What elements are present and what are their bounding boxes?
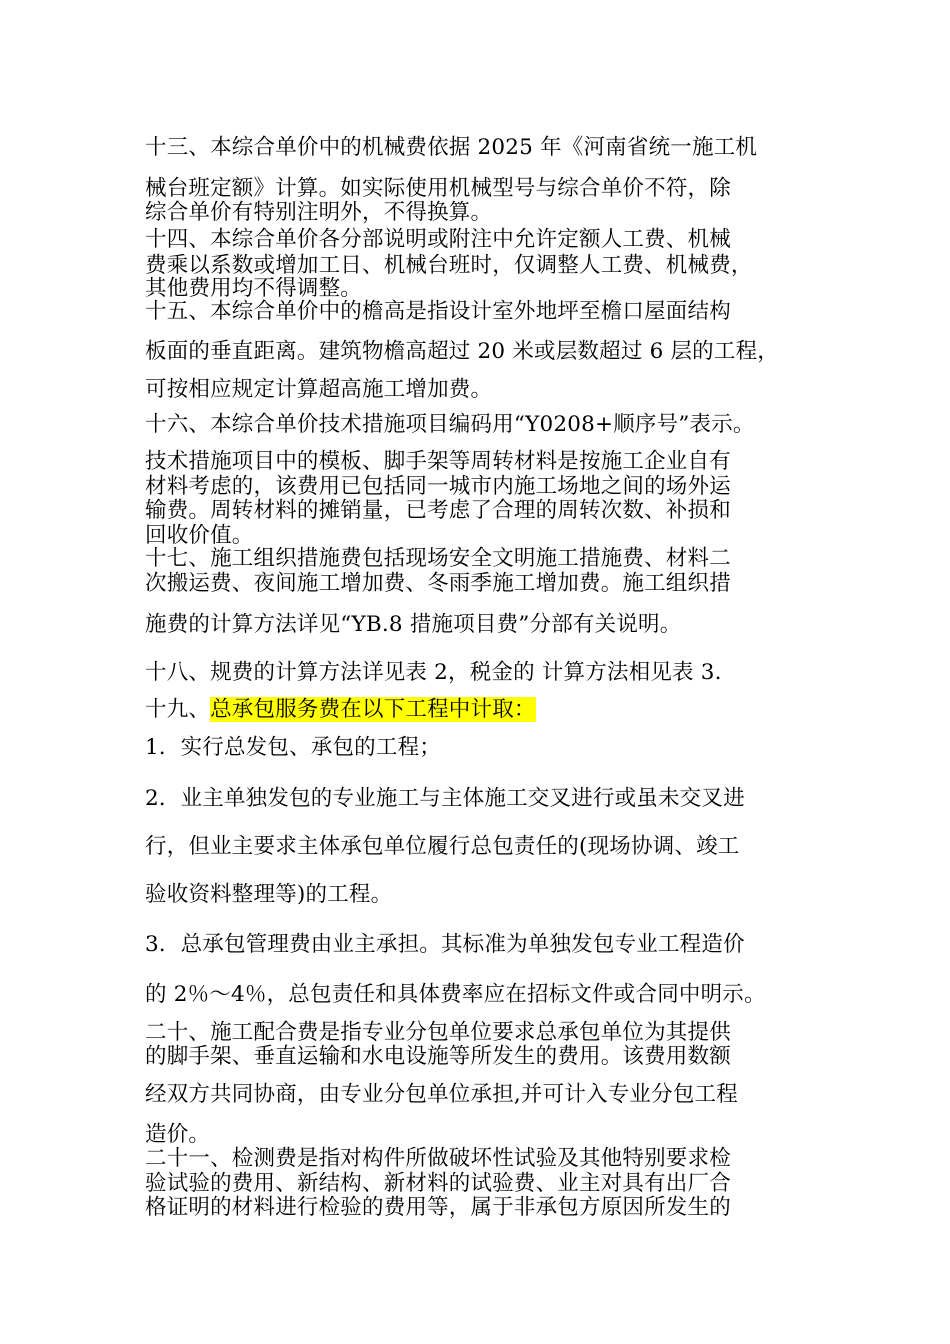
section-prefix: 十九、 <box>145 697 211 722</box>
highlighted-line <box>145 697 536 723</box>
text-line: 的脚手架、垂直运输和水电设施等所发生的费用。该费用数额 <box>145 1044 731 1069</box>
text-line: 行，但业主要求主体承包单位履行总包责任的(现场协调、竣工 <box>145 834 740 859</box>
text-line: 十七、施工组织措施费包括现场安全文明施工措施费、材料二 <box>145 546 731 571</box>
text-line: 经双方共同协商，由专业分包单位承担,并可计入专业分包工程 <box>145 1082 738 1107</box>
text-line: 综合单价有特别注明外，不得换算。 <box>145 200 493 225</box>
highlighted-text: 总承包服务费在以下工程中计取： <box>210 697 536 722</box>
text-line: 验试验的费用、新结构、新材料的试验费、业主对具有出厂合 <box>145 1171 731 1196</box>
text-line: 十五、本综合单价中的檐高是指设计室外地坪至檐口屋面结构 <box>145 299 731 324</box>
text-line: 格证明的材料进行检验的费用等，属于非承包方原因所发生的 <box>145 1195 731 1220</box>
text-line: 回收价值。 <box>145 523 254 548</box>
text-line: 二十、施工配合费是指专业分包单位要求总承包单位为其提供 <box>145 1020 731 1045</box>
text-line: 施费的计算方法详见“YB.8 措施项目费”分部有关说明。 <box>145 612 682 637</box>
text-line: 材料考虑的，该费用已包括同一城市内施工场地之间的场外运 <box>145 474 731 499</box>
text-line: 1．实行总发包、承包的工程； <box>145 735 441 760</box>
text-line: 费乘以系数或增加工日、机械台班时，仅调整人工费、机械费， <box>145 253 753 278</box>
text-line: 技术措施项目中的模板、脚手架等周转材料是按施工企业自有 <box>145 449 731 474</box>
text-line: 十六、本综合单价技术措施项目编码用“Y0208+顺序号”表示。 <box>145 412 755 437</box>
text-line: 十八、规费的计算方法详见表 2，税金的 计算方法相见表 3. <box>145 660 722 685</box>
text-line: 次搬运费、夜间施工增加费、冬雨季施工增加费。施工组织措 <box>145 571 731 596</box>
text-line: 二十一、检测费是指对构件所做破坏性试验及其他特别要求检 <box>145 1146 731 1171</box>
text-line: 3．总承包管理费由业主承担。其标准为单独发包专业工程造价 <box>145 932 745 957</box>
text-line: 可按相应规定计算超高施工增加费。 <box>145 377 493 402</box>
text-line: 造价。 <box>145 1122 211 1147</box>
text-line: 十四、本综合单价各分部说明或附注中允许定额人工费、机械 <box>145 227 731 252</box>
text-line: 十三、本综合单价中的机械费依据 2025 年《河南省统一施工机 <box>145 135 758 160</box>
text-line: 2．业主单独发包的专业施工与主体施工交叉进行或虽未交叉进 <box>145 786 745 811</box>
text-line: 械台班定额》计算。如实际使用机械型号与综合单价不符，除 <box>145 176 731 201</box>
text-line: 的 2％～4％，总包责任和具体费率应在招标文件或合同中明示。 <box>145 982 766 1007</box>
text-line: 板面的垂直距离。建筑物檐高超过 20 米或层数超过 6 层的工程， <box>145 339 779 364</box>
text-line: 验收资料整理等)的工程。 <box>145 882 393 907</box>
text-line: 输费。周转材料的摊销量，已考虑了合理的周转次数、补损和 <box>145 498 731 523</box>
text-line: 其他费用均不得调整。 <box>145 276 363 301</box>
